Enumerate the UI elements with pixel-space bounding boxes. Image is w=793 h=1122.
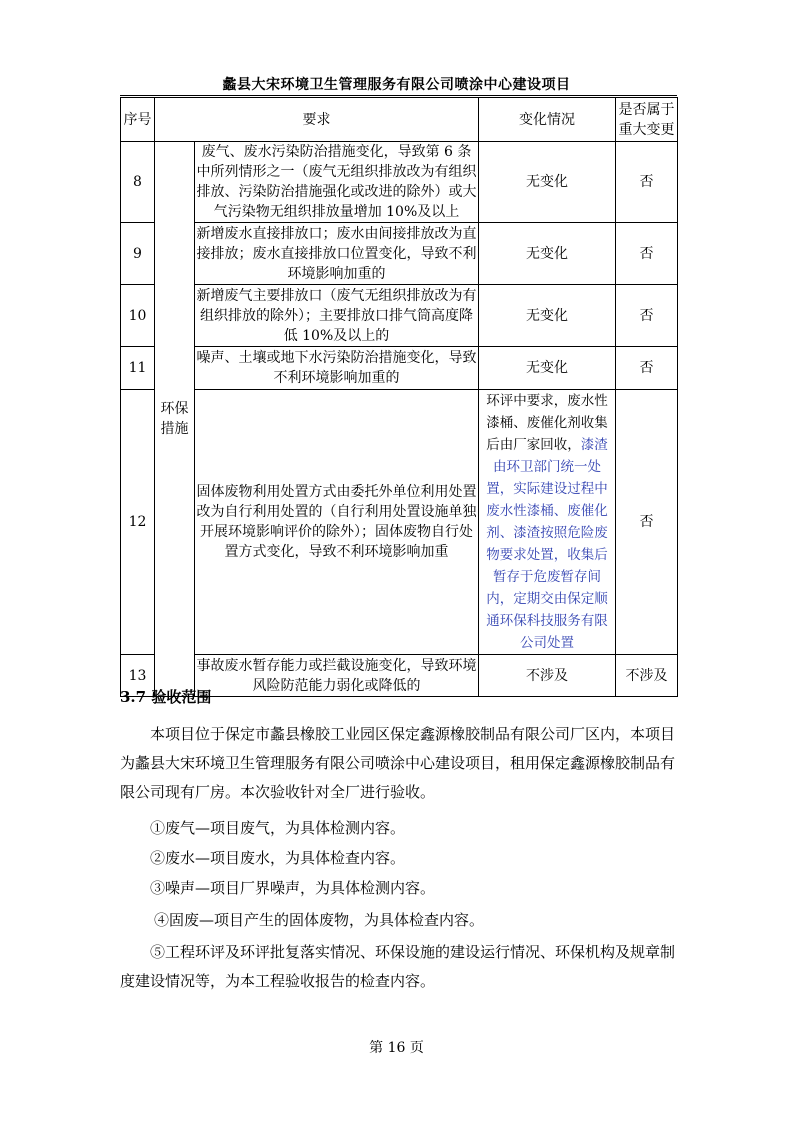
header-no: 序号 — [121, 98, 155, 142]
row-requirement: 新增废气主要排放口（废气无组织排放改为有组织排放的除外）；主要排放口排气筒高度降低 10%及以上的 — [195, 285, 479, 347]
row-major: 否 — [616, 142, 678, 223]
row-major: 否 — [616, 390, 678, 655]
change-requirements-table — [120, 97, 678, 697]
table-row — [121, 223, 678, 285]
header-rule — [120, 95, 677, 96]
row-change: 不涉及 — [479, 655, 616, 697]
row-no: 13 — [121, 655, 155, 697]
row-change-actual: 漆渣由环卫部门统一处置，实际建设过程中废水性漆桶、废催化剂、漆渣按照危险废物要求处置，收集后暂存于危废暂存间内，定期交由保定顺通环保科技服务有限公司处置 — [486, 437, 608, 651]
header-change: 变化情况 — [479, 98, 616, 142]
header-requirement: 要求 — [155, 98, 479, 142]
row-change: 无变化 — [479, 347, 616, 390]
category-cell — [155, 142, 195, 697]
row-change: 无变化 — [479, 285, 616, 347]
row-requirement: 噪声、土壤或地下水污染防治措施变化，导致不利环境影响加重的 — [195, 347, 479, 390]
row-requirement: 新增废水直接排放口；废水由间接排放改为直接排放；废水直接排放口位置变化，导致不利环境影响加重的 — [195, 223, 479, 285]
table-row — [121, 390, 678, 655]
row-no: 11 — [121, 347, 155, 390]
row-no: 10 — [121, 285, 155, 347]
table-header-row — [121, 98, 678, 142]
row-major: 否 — [616, 223, 678, 285]
page-number: 第 16 页 — [369, 1040, 424, 1056]
row-change: 无变化 — [479, 223, 616, 285]
row-no: 9 — [121, 223, 155, 285]
row-major: 不涉及 — [616, 655, 678, 697]
row-change-original: 环评中要求，废水性漆桶、废催化剂收集后由厂家回收， — [486, 393, 608, 453]
table-row — [121, 142, 678, 223]
section-heading: 3.7 验收范围 — [120, 688, 212, 706]
document-header-title: 蠡县大宋环境卫生管理服务有限公司喷涂中心建设项目 — [222, 77, 571, 93]
category-label: 环保措施 — [160, 401, 189, 437]
row-change — [479, 390, 616, 655]
list-item-inspection: ⑤工程环评及环评批复落实情况、环保设施的建设运行情况、环保机构及规章制度建设情况等，为本工程验收报告的检查内容。 — [120, 943, 676, 990]
list-item-waste-water: ②废水—项目废水，为具体检查内容。 — [150, 849, 406, 867]
list-item-noise: ③噪声—项目厂界噪声，为具体检测内容。 — [150, 879, 436, 897]
list-item-solid-waste: ④固废—项目产生的固体废物，为具体检查内容。 — [154, 911, 485, 929]
row-no: 8 — [121, 142, 155, 223]
row-major: 否 — [616, 285, 678, 347]
list-item-waste-gas: ①废气—项目废气，为具体检测内容。 — [150, 819, 406, 837]
row-major: 否 — [616, 347, 678, 390]
row-no: 12 — [121, 390, 155, 655]
header-major: 是否属于重大变更 — [616, 98, 678, 142]
row-requirement: 固体废物利用处置方式由委托外单位利用处置改为自行利用处置的（自行利用处置设施单独开展环境影响评价的除外）；固体废物自行处置方式变化，导致不利环境影响加重 — [195, 390, 479, 655]
paragraph-intro: 本项目位于保定市蠡县橡胶工业园区保定鑫源橡胶制品有限公司厂区内，本项目为蠡县大宋环境卫生管理服务有限公司喷涂中心建设项目，租用保定鑫源橡胶制品有限公司现有厂房。本次验收针对全厂进行验收。 — [120, 725, 676, 801]
row-requirement: 事故废水暂存能力或拦截设施变化，导致环境风险防范能力弱化或降低的 — [195, 655, 479, 697]
row-requirement: 废气、废水污染防治措施变化，导致第 6 条中所列情形之一（废气无组织排放改为有组织排放、污染防治措施强化或改进的除外）或大气污染物无组织排放量增加 10%及以上 — [195, 142, 479, 223]
table-row — [121, 347, 678, 390]
table-row — [121, 285, 678, 347]
row-change: 无变化 — [479, 142, 616, 223]
